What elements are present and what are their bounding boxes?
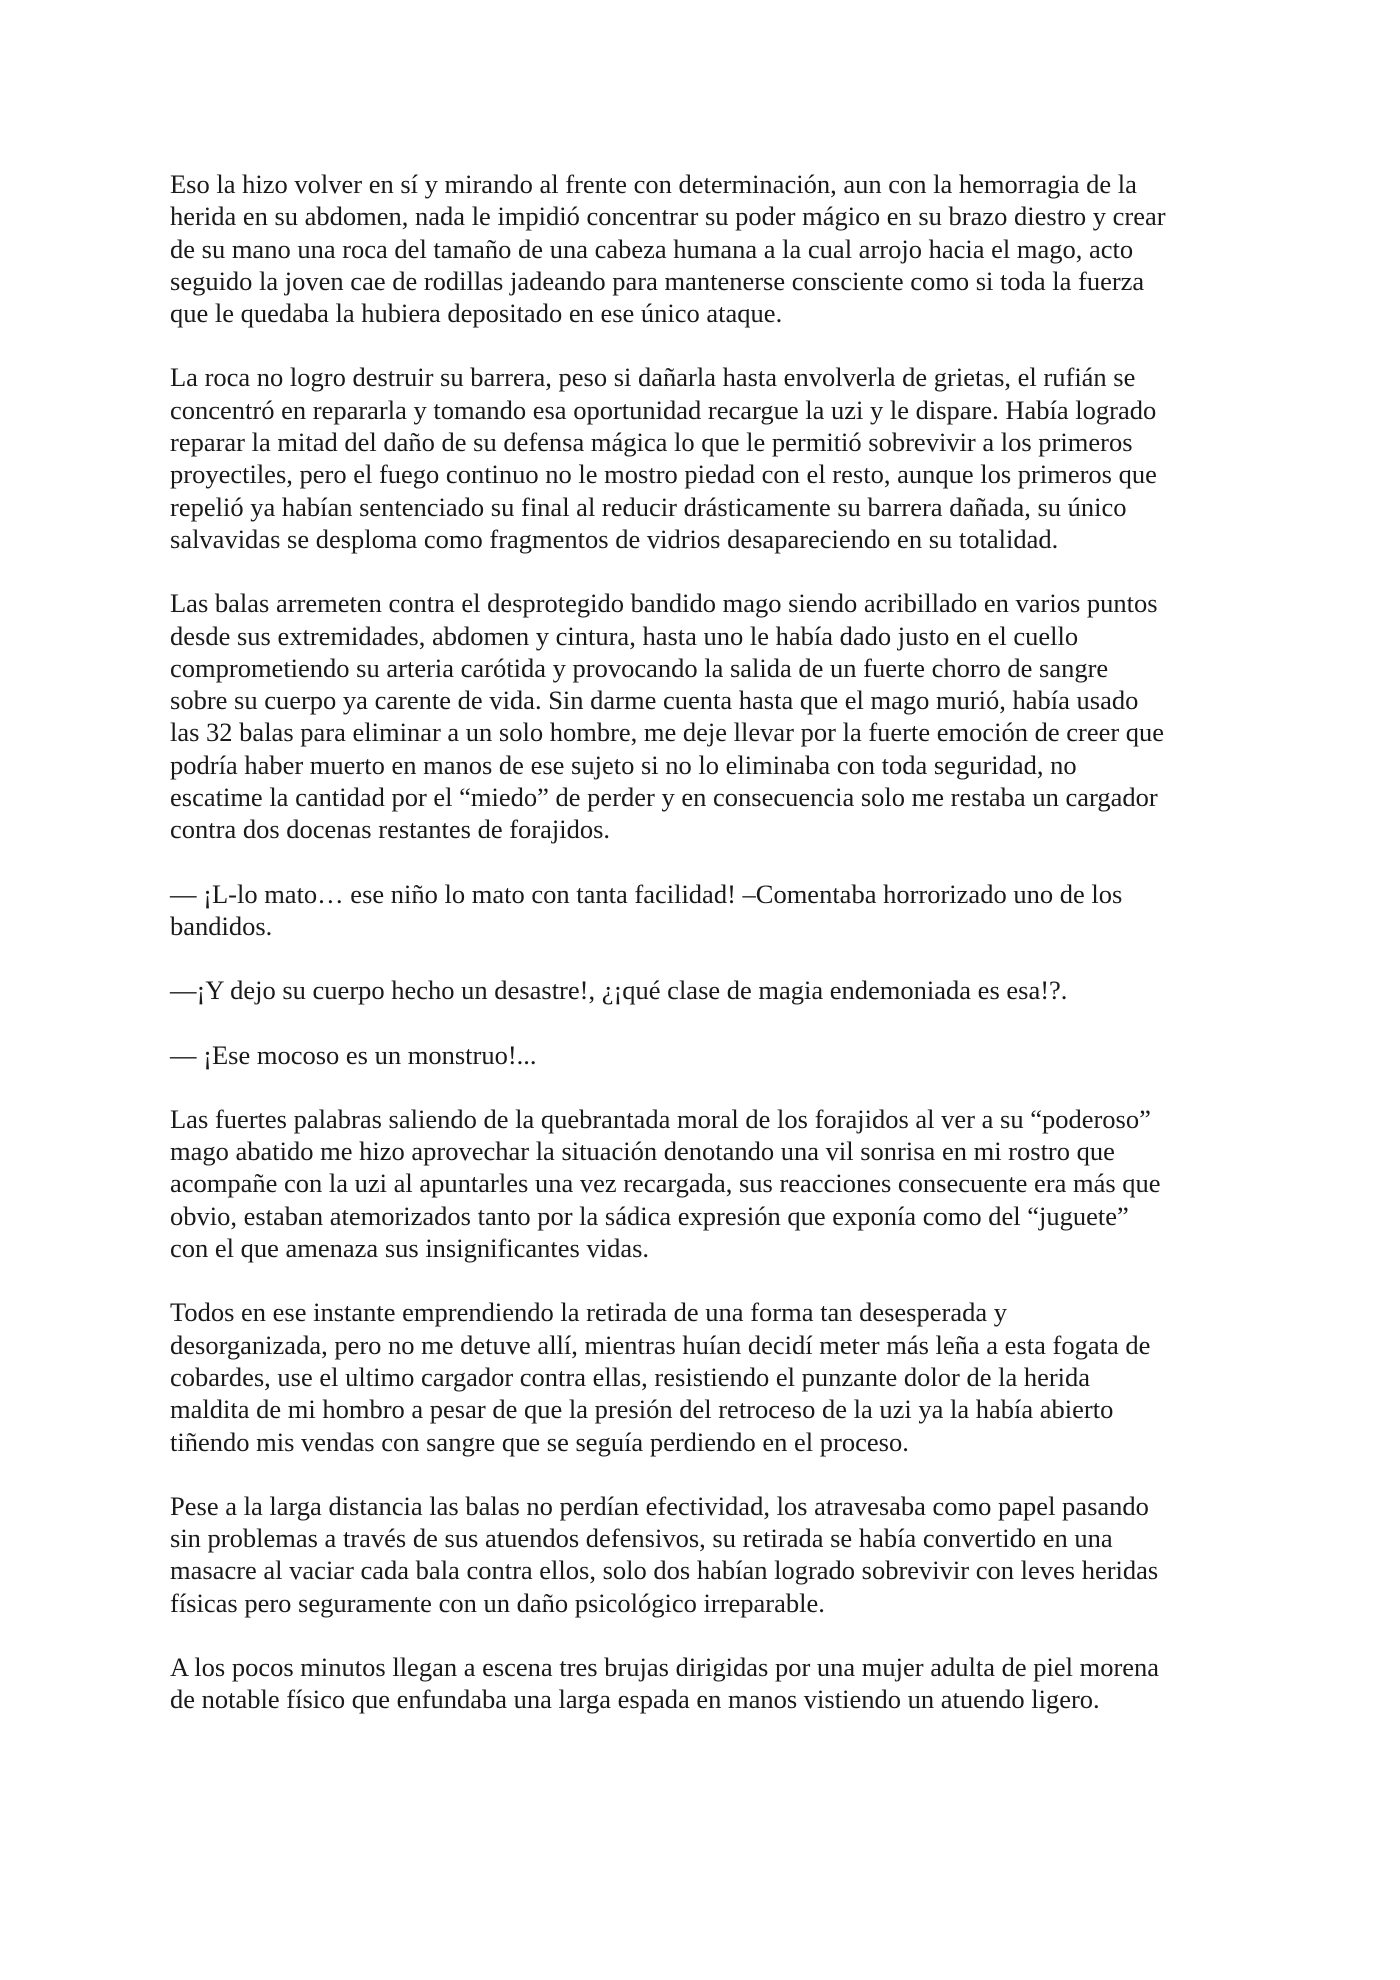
paragraph-1: Eso la hizo volver en sí y mirando al frente con determinación, aun con la hemorragia de la herida en su abdomen, nada le impidió concentrar su poder mágico en su brazo diestro y crear de su mano una roca del tamaño de una cabeza humana a la cual arrojo hacia el mago, acto seguido la joven cae de rodillas jadeando para mantenerse consciente como si toda la fuerza que le quedaba la hubiera depositado en ese único ataque. bbox=[170, 169, 1166, 329]
paragraph-5: Todos en ese instante emprendiendo la retirada de una forma tan desesperada y desorganizada, pero no me detuve allí, mientras huían decidí meter más leña a esta fogata de cobardes, use el ultimo cargador contra ellas, resistiendo el punzante dolor de la herida maldita de mi hombro a pesar de que la presión del retroceso de la uzi ya la había abierto tiñendo mis vendas con sangre que se seguía perdiendo en el proceso. bbox=[170, 1297, 1151, 1457]
paragraph-7: A los pocos minutos llegan a escena tres brujas dirigidas por una mujer adulta de piel morena de notable físico que enfundaba una larga espada en manos vistiendo un atuendo ligero. bbox=[170, 1651, 1160, 1715]
paragraph-4: Las fuertes palabras saliendo de la quebrantada moral de los forajidos al ver a su “poderoso” mago abatido me hizo aprovechar la situación denotando una vil sonrisa en mi rostro que acompañe con la uzi al apuntarles una vez recargada, sus reacciones consecuente era más que obvio, estaban atemorizados tanto por la sádica expresión que exponía como del “juguete” con el que amenaza sus insignificantes vidas. bbox=[170, 1103, 1161, 1264]
paragraph-2: La roca no logro destruir su barrera, peso si dañarla hasta envolverla de grietas, el rufián se concentró en repararla y tomando esa oportunidad recargue la uzi y le dispare. Había logrado reparar la mitad del daño de su defensa mágica lo que le permitió sobrevivir a los primeros proyectiles, pero el fuego continuo no le mostro piedad con el resto, aunque los primeros que repelió ya habían sentenciado su final al reducir drásticamente su barrera dañada, su único salvavidas se desploma como fragmentos de vidrios desapareciendo en su totalidad. bbox=[170, 362, 1157, 554]
dialogue-line-2: —¡Y dejo su cuerpo hecho un desastre!, ¿¡qué clase de magia endemoniada es esa!?. bbox=[170, 975, 1068, 1006]
paragraph-6: Pese a la larga distancia las balas no perdían efectividad, los atravesaba como papel pasando sin problemas a través de sus atuendos defensivos, su retirada se había convertido en una masacre al vaciar cada bala contra ellos, solo dos habían logrado sobrevivir con leves heridas físicas pero seguramente con un daño psicológico irreparable. bbox=[170, 1490, 1159, 1618]
dialogue-line-3: — ¡Ese mocoso es un monstruo!... bbox=[170, 1039, 537, 1070]
paragraph-3: Las balas arremeten contra el desprotegido bandido mago siendo acribillado en varios puntos desde sus extremidades, abdomen y cintura, hasta uno le había dado justo en el cuello comprometiendo su arteria carótida y provocando la salida de un fuerte chorro de sangre sobre su cuerpo ya carente de vida. Sin darme cuenta hasta que el mago murió, había usado las 32 balas para eliminar a un solo hombre, me deje llevar por la fuerte emoción de creer que podría haber muerto en manos de ese sujeto si no lo eliminaba con toda seguridad, no escatime la cantidad por el “miedo” de perder y en consecuencia solo me restaba un cargador contra dos docenas restantes de forajidos. bbox=[170, 588, 1165, 845]
document-page bbox=[170, 168, 1238, 1748]
dialogue-line-1: — ¡L-lo mato… ese niño lo mato con tanta facilidad! –Comentaba horrorizado uno de los bandidos. bbox=[170, 878, 1123, 941]
